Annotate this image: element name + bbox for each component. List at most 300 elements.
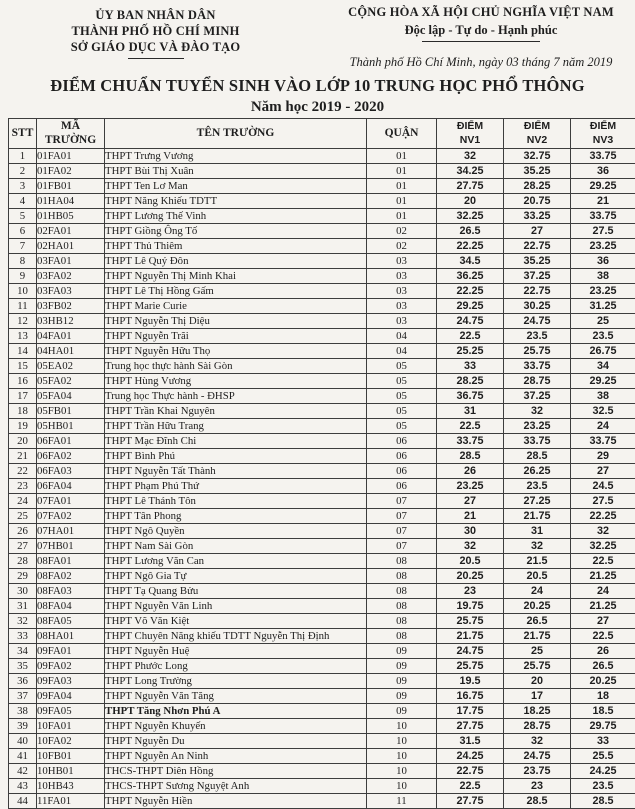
score-nv1-cell: 33 [437, 359, 504, 374]
district-cell: 01 [367, 164, 437, 179]
table-row [9, 464, 635, 479]
table-row [9, 494, 635, 509]
stt-cell: 17 [9, 389, 37, 404]
school-name-cell: THPT Năng Khiếu TDTT [105, 194, 367, 209]
district-cell: 08 [367, 569, 437, 584]
school-code-cell: 09FA03 [37, 674, 105, 689]
stt-cell: 28 [9, 554, 37, 569]
table-row [9, 539, 635, 554]
table-row [9, 404, 635, 419]
stt-cell: 20 [9, 434, 37, 449]
school-code-cell: 07HA01 [37, 524, 105, 539]
school-name-cell: THPT Hùng Vương [105, 374, 367, 389]
table-row [9, 614, 635, 629]
score-nv1-cell: 32.25 [437, 209, 504, 224]
school-name-cell: THPT Nguyễn Trãi [105, 329, 367, 344]
score-nv2-cell: 32 [504, 539, 571, 554]
stt-cell: 24 [9, 494, 37, 509]
score-nv1-cell: 19.75 [437, 599, 504, 614]
column-header: MÃ TRƯỜNG [37, 119, 105, 149]
national-header-block [330, 4, 632, 70]
stt-cell: 29 [9, 569, 37, 584]
table-row [9, 194, 635, 209]
score-nv3-cell: 24.25 [571, 764, 635, 779]
score-nv3-cell: 21.25 [571, 569, 635, 584]
table-row [9, 509, 635, 524]
score-nv1-cell: 29.25 [437, 299, 504, 314]
score-nv3-cell: 18.5 [571, 704, 635, 719]
score-nv3-cell: 32.25 [571, 539, 635, 554]
table-row [9, 764, 635, 779]
table-row [9, 449, 635, 464]
score-nv3-cell: 36 [571, 254, 635, 269]
table-row [9, 584, 635, 599]
score-nv3-cell: 32.5 [571, 404, 635, 419]
score-nv2-cell: 25.75 [504, 344, 571, 359]
stt-cell: 11 [9, 299, 37, 314]
column-header: ĐIỂM NV3 [571, 119, 635, 149]
score-nv3-cell: 23.25 [571, 284, 635, 299]
school-name-cell: THPT Nguyễn Thị Minh Khai [105, 269, 367, 284]
score-nv3-cell: 26.75 [571, 344, 635, 359]
table-row [9, 374, 635, 389]
table-row [9, 569, 635, 584]
stt-cell: 21 [9, 449, 37, 464]
school-name-cell: THPT Chuyên Năng khiếu TDTT Nguyễn Thị Định [105, 629, 367, 644]
score-nv3-cell: 29.75 [571, 719, 635, 734]
school-name-cell: THPT Nguyễn An Ninh [105, 749, 367, 764]
score-nv2-cell: 35.25 [504, 164, 571, 179]
school-name-cell: THPT Lê Quý Đôn [105, 254, 367, 269]
school-name-cell: THPT Nguyễn Khuyến [105, 719, 367, 734]
school-code-cell: 01FA02 [37, 164, 105, 179]
stt-cell: 16 [9, 374, 37, 389]
stt-cell: 37 [9, 689, 37, 704]
score-nv2-cell: 23.75 [504, 764, 571, 779]
school-code-cell: 03FA02 [37, 269, 105, 284]
school-code-cell: 10HB43 [37, 779, 105, 794]
score-nv1-cell: 32 [437, 149, 504, 164]
column-header: ĐIỂM NV2 [504, 119, 571, 149]
score-nv2-cell: 20 [504, 674, 571, 689]
date-place-line: Thành phố Hồ Chí Minh, ngày 03 tháng 7 năm 2019 [330, 54, 632, 70]
school-code-cell: 09FA04 [37, 689, 105, 704]
district-cell: 09 [367, 674, 437, 689]
table-row [9, 149, 635, 164]
school-code-cell: 08FA04 [37, 599, 105, 614]
school-name-cell: THPT Ngô Quyền [105, 524, 367, 539]
score-nv3-cell: 28.5 [571, 794, 635, 809]
table-row [9, 389, 635, 404]
stt-cell: 1 [9, 149, 37, 164]
document-subtitle: Năm học 2019 - 2020 [0, 99, 635, 116]
district-cell: 08 [367, 629, 437, 644]
issuer-line-3: SỞ GIÁO DỤC VÀ ĐÀO TẠO [28, 39, 283, 55]
table-row [9, 704, 635, 719]
stt-cell: 15 [9, 359, 37, 374]
score-nv2-cell: 23.5 [504, 329, 571, 344]
issuer-underline [128, 58, 184, 59]
score-nv2-cell: 35.25 [504, 254, 571, 269]
admission-scores-table [8, 118, 635, 809]
district-cell: 05 [367, 389, 437, 404]
school-name-cell: THPT Giồng Ông Tố [105, 224, 367, 239]
score-nv2-cell: 32 [504, 404, 571, 419]
district-cell: 10 [367, 734, 437, 749]
school-code-cell: 01HA04 [37, 194, 105, 209]
district-cell: 09 [367, 644, 437, 659]
district-cell: 10 [367, 719, 437, 734]
school-code-cell: 03FA03 [37, 284, 105, 299]
score-nv1-cell: 31.5 [437, 734, 504, 749]
score-nv3-cell: 22.25 [571, 509, 635, 524]
stt-cell: 31 [9, 599, 37, 614]
score-nv2-cell: 21.75 [504, 509, 571, 524]
district-cell: 04 [367, 344, 437, 359]
table-header-row [9, 119, 635, 149]
score-nv3-cell: 29.25 [571, 179, 635, 194]
score-nv1-cell: 20.25 [437, 569, 504, 584]
stt-cell: 9 [9, 269, 37, 284]
score-nv3-cell: 23.5 [571, 329, 635, 344]
column-header: TÊN TRƯỜNG [105, 119, 367, 149]
stt-cell: 18 [9, 404, 37, 419]
school-code-cell: 01FA01 [37, 149, 105, 164]
score-nv1-cell: 20.5 [437, 554, 504, 569]
school-code-cell: 05FA02 [37, 374, 105, 389]
table-row [9, 314, 635, 329]
table-row [9, 224, 635, 239]
score-nv2-cell: 28.25 [504, 179, 571, 194]
district-cell: 05 [367, 359, 437, 374]
table-row [9, 689, 635, 704]
district-cell: 03 [367, 284, 437, 299]
score-nv1-cell: 28.25 [437, 374, 504, 389]
score-nv3-cell: 23.25 [571, 239, 635, 254]
school-code-cell: 01HB05 [37, 209, 105, 224]
district-cell: 09 [367, 689, 437, 704]
table-row [9, 419, 635, 434]
issuer-line-2: THÀNH PHỐ HỒ CHÍ MINH [28, 23, 283, 39]
score-nv3-cell: 38 [571, 269, 635, 284]
score-nv3-cell: 27 [571, 464, 635, 479]
score-nv2-cell: 28.5 [504, 794, 571, 809]
school-code-cell: 10FA01 [37, 719, 105, 734]
score-nv2-cell: 24.75 [504, 749, 571, 764]
score-nv1-cell: 32 [437, 539, 504, 554]
score-nv1-cell: 30 [437, 524, 504, 539]
stt-cell: 39 [9, 719, 37, 734]
district-cell: 11 [367, 794, 437, 809]
score-nv3-cell: 36 [571, 164, 635, 179]
score-nv2-cell: 32.75 [504, 149, 571, 164]
school-name-cell: THPT Nguyễn Hữu Thọ [105, 344, 367, 359]
score-nv3-cell: 23.5 [571, 779, 635, 794]
district-cell: 08 [367, 554, 437, 569]
stt-cell: 36 [9, 674, 37, 689]
score-nv3-cell: 22.5 [571, 629, 635, 644]
school-code-cell: 08FA03 [37, 584, 105, 599]
district-cell: 07 [367, 524, 437, 539]
stt-cell: 19 [9, 419, 37, 434]
table-row [9, 644, 635, 659]
district-cell: 06 [367, 449, 437, 464]
score-nv3-cell: 20.25 [571, 674, 635, 689]
table-row [9, 359, 635, 374]
score-nv2-cell: 37.25 [504, 389, 571, 404]
school-code-cell: 02HA01 [37, 239, 105, 254]
stt-cell: 42 [9, 764, 37, 779]
school-name-cell: THPT Ngô Gia Tự [105, 569, 367, 584]
district-cell: 02 [367, 239, 437, 254]
stt-cell: 23 [9, 479, 37, 494]
table-row [9, 659, 635, 674]
district-cell: 07 [367, 494, 437, 509]
score-nv3-cell: 26 [571, 644, 635, 659]
district-cell: 09 [367, 659, 437, 674]
stt-cell: 25 [9, 509, 37, 524]
national-motto-line-1: CỘNG HÒA XÃ HỘI CHỦ NGHĨA VIỆT NAM [330, 4, 632, 20]
table-row [9, 779, 635, 794]
score-nv1-cell: 33.75 [437, 434, 504, 449]
table-row [9, 254, 635, 269]
score-nv1-cell: 22.25 [437, 284, 504, 299]
school-code-cell: 05FB01 [37, 404, 105, 419]
score-nv3-cell: 27.5 [571, 494, 635, 509]
stt-cell: 32 [9, 614, 37, 629]
school-code-cell: 06FA02 [37, 449, 105, 464]
stt-cell: 38 [9, 704, 37, 719]
district-cell: 03 [367, 269, 437, 284]
score-nv3-cell: 22.5 [571, 554, 635, 569]
score-nv1-cell: 27 [437, 494, 504, 509]
school-name-cell: THPT Lê Thánh Tôn [105, 494, 367, 509]
stt-cell: 33 [9, 629, 37, 644]
score-nv1-cell: 27.75 [437, 794, 504, 809]
school-code-cell: 07FA02 [37, 509, 105, 524]
motto-underline [422, 41, 540, 42]
stt-cell: 13 [9, 329, 37, 344]
table-row [9, 329, 635, 344]
score-nv1-cell: 25.75 [437, 659, 504, 674]
score-nv1-cell: 22.25 [437, 239, 504, 254]
table-row [9, 299, 635, 314]
school-name-cell: THPT Nam Sài Gòn [105, 539, 367, 554]
school-code-cell: 04HA01 [37, 344, 105, 359]
table-row [9, 479, 635, 494]
stt-cell: 43 [9, 779, 37, 794]
school-name-cell: THPT Lương Thế Vinh [105, 209, 367, 224]
score-nv2-cell: 21.75 [504, 629, 571, 644]
stt-cell: 30 [9, 584, 37, 599]
table-row [9, 674, 635, 689]
district-cell: 03 [367, 299, 437, 314]
score-nv3-cell: 27.5 [571, 224, 635, 239]
score-nv2-cell: 26.5 [504, 614, 571, 629]
table-row [9, 179, 635, 194]
score-nv2-cell: 33.75 [504, 434, 571, 449]
score-nv2-cell: 33.25 [504, 209, 571, 224]
district-cell: 06 [367, 434, 437, 449]
school-name-cell: THPT Phạm Phú Thứ [105, 479, 367, 494]
school-code-cell: 02FA01 [37, 224, 105, 239]
score-nv2-cell: 20.25 [504, 599, 571, 614]
school-name-cell: THPT Marie Curie [105, 299, 367, 314]
score-nv1-cell: 34.5 [437, 254, 504, 269]
stt-cell: 40 [9, 734, 37, 749]
school-code-cell: 03FA01 [37, 254, 105, 269]
score-nv3-cell: 26.5 [571, 659, 635, 674]
school-name-cell: THPT Nguyễn Huệ [105, 644, 367, 659]
district-cell: 06 [367, 464, 437, 479]
school-code-cell: 04FA01 [37, 329, 105, 344]
school-code-cell: 11FA01 [37, 794, 105, 809]
school-name-cell: THPT Nguyễn Tất Thành [105, 464, 367, 479]
stt-cell: 14 [9, 344, 37, 359]
school-name-cell: THPT Bùi Thị Xuân [105, 164, 367, 179]
table-body [9, 149, 635, 809]
score-nv2-cell: 20.75 [504, 194, 571, 209]
score-nv1-cell: 19.5 [437, 674, 504, 689]
score-nv1-cell: 25.75 [437, 614, 504, 629]
school-name-cell: THPT Tạ Quang Bửu [105, 584, 367, 599]
school-code-cell: 07FA01 [37, 494, 105, 509]
school-name-cell: THPT Thủ Thiêm [105, 239, 367, 254]
score-nv1-cell: 22.75 [437, 764, 504, 779]
district-cell: 08 [367, 584, 437, 599]
score-nv1-cell: 17.75 [437, 704, 504, 719]
table-row [9, 344, 635, 359]
score-nv2-cell: 25 [504, 644, 571, 659]
score-nv1-cell: 24.75 [437, 644, 504, 659]
district-cell: 09 [367, 704, 437, 719]
stt-cell: 22 [9, 464, 37, 479]
school-name-cell: THPT Long Trường [105, 674, 367, 689]
stt-cell: 35 [9, 659, 37, 674]
score-nv3-cell: 31.25 [571, 299, 635, 314]
score-nv2-cell: 33.75 [504, 359, 571, 374]
school-name-cell: THPT Bình Phú [105, 449, 367, 464]
score-nv1-cell: 34.25 [437, 164, 504, 179]
district-cell: 06 [367, 479, 437, 494]
score-nv2-cell: 27 [504, 224, 571, 239]
score-nv2-cell: 30.25 [504, 299, 571, 314]
score-nv1-cell: 36.75 [437, 389, 504, 404]
school-name-cell: Trung học thực hành Sài Gòn [105, 359, 367, 374]
column-header: QUẬN [367, 119, 437, 149]
score-nv3-cell: 24 [571, 419, 635, 434]
score-nv3-cell: 33.75 [571, 149, 635, 164]
score-nv2-cell: 17 [504, 689, 571, 704]
school-code-cell: 08FA05 [37, 614, 105, 629]
district-cell: 10 [367, 749, 437, 764]
district-cell: 05 [367, 374, 437, 389]
score-nv1-cell: 27.75 [437, 719, 504, 734]
district-cell: 05 [367, 404, 437, 419]
score-nv3-cell: 34 [571, 359, 635, 374]
column-header: ĐIỂM NV1 [437, 119, 504, 149]
district-cell: 05 [367, 419, 437, 434]
school-code-cell: 06FA04 [37, 479, 105, 494]
score-nv2-cell: 24 [504, 584, 571, 599]
score-nv3-cell: 21 [571, 194, 635, 209]
stt-cell: 27 [9, 539, 37, 554]
table-row [9, 749, 635, 764]
score-nv2-cell: 25.75 [504, 659, 571, 674]
table-row [9, 269, 635, 284]
score-nv3-cell: 33.75 [571, 434, 635, 449]
score-nv1-cell: 24.25 [437, 749, 504, 764]
school-name-cell: THPT Lê Thị Hồng Gấm [105, 284, 367, 299]
table-row [9, 209, 635, 224]
score-nv3-cell: 24.5 [571, 479, 635, 494]
school-code-cell: 10FA02 [37, 734, 105, 749]
stt-cell: 2 [9, 164, 37, 179]
stt-cell: 34 [9, 644, 37, 659]
score-nv2-cell: 31 [504, 524, 571, 539]
district-cell: 04 [367, 329, 437, 344]
score-nv2-cell: 28.5 [504, 449, 571, 464]
score-nv2-cell: 26.25 [504, 464, 571, 479]
school-name-cell: Trung học Thực hành - ĐHSP [105, 389, 367, 404]
school-code-cell: 08FA01 [37, 554, 105, 569]
score-nv1-cell: 22.5 [437, 419, 504, 434]
score-nv1-cell: 21 [437, 509, 504, 524]
document-title: ĐIỂM CHUẨN TUYỂN SINH VÀO LỚP 10 TRUNG HỌC PHỔ THÔNG [0, 76, 635, 96]
school-name-cell: THPT Phước Long [105, 659, 367, 674]
score-nv3-cell: 33.75 [571, 209, 635, 224]
score-nv2-cell: 20.5 [504, 569, 571, 584]
stt-cell: 8 [9, 254, 37, 269]
school-name-cell: THPT Tân Phong [105, 509, 367, 524]
score-nv1-cell: 27.75 [437, 179, 504, 194]
school-name-cell: THCS-THPT Diên Hồng [105, 764, 367, 779]
school-name-cell: THPT Nguyễn Văn Linh [105, 599, 367, 614]
score-nv2-cell: 32 [504, 734, 571, 749]
score-nv1-cell: 25.25 [437, 344, 504, 359]
score-nv3-cell: 33 [571, 734, 635, 749]
score-nv3-cell: 25.5 [571, 749, 635, 764]
score-nv1-cell: 26.5 [437, 224, 504, 239]
district-cell: 10 [367, 764, 437, 779]
table-row [9, 524, 635, 539]
score-nv1-cell: 22.5 [437, 779, 504, 794]
school-name-cell: THPT Lương Văn Can [105, 554, 367, 569]
district-cell: 01 [367, 194, 437, 209]
school-code-cell: 06FA03 [37, 464, 105, 479]
table-row [9, 734, 635, 749]
score-nv1-cell: 21.75 [437, 629, 504, 644]
school-code-cell: 08HA01 [37, 629, 105, 644]
score-nv1-cell: 26 [437, 464, 504, 479]
school-name-cell: THPT Trưng Vương [105, 149, 367, 164]
national-motto-line-2: Độc lập - Tự do - Hạnh phúc [330, 22, 632, 38]
score-nv1-cell: 23.25 [437, 479, 504, 494]
score-nv3-cell: 21.25 [571, 599, 635, 614]
score-nv1-cell: 22.5 [437, 329, 504, 344]
district-cell: 07 [367, 539, 437, 554]
school-code-cell: 09FA01 [37, 644, 105, 659]
school-name-cell: THPT Trần Khai Nguyên [105, 404, 367, 419]
table-row [9, 599, 635, 614]
school-name-cell: THPT Nguyễn Hiền [105, 794, 367, 809]
score-nv3-cell: 38 [571, 389, 635, 404]
score-nv3-cell: 32 [571, 524, 635, 539]
stt-cell: 41 [9, 749, 37, 764]
stt-cell: 6 [9, 224, 37, 239]
district-cell: 03 [367, 314, 437, 329]
issuer-line-1: ỦY BAN NHÂN DÂN [28, 7, 283, 23]
